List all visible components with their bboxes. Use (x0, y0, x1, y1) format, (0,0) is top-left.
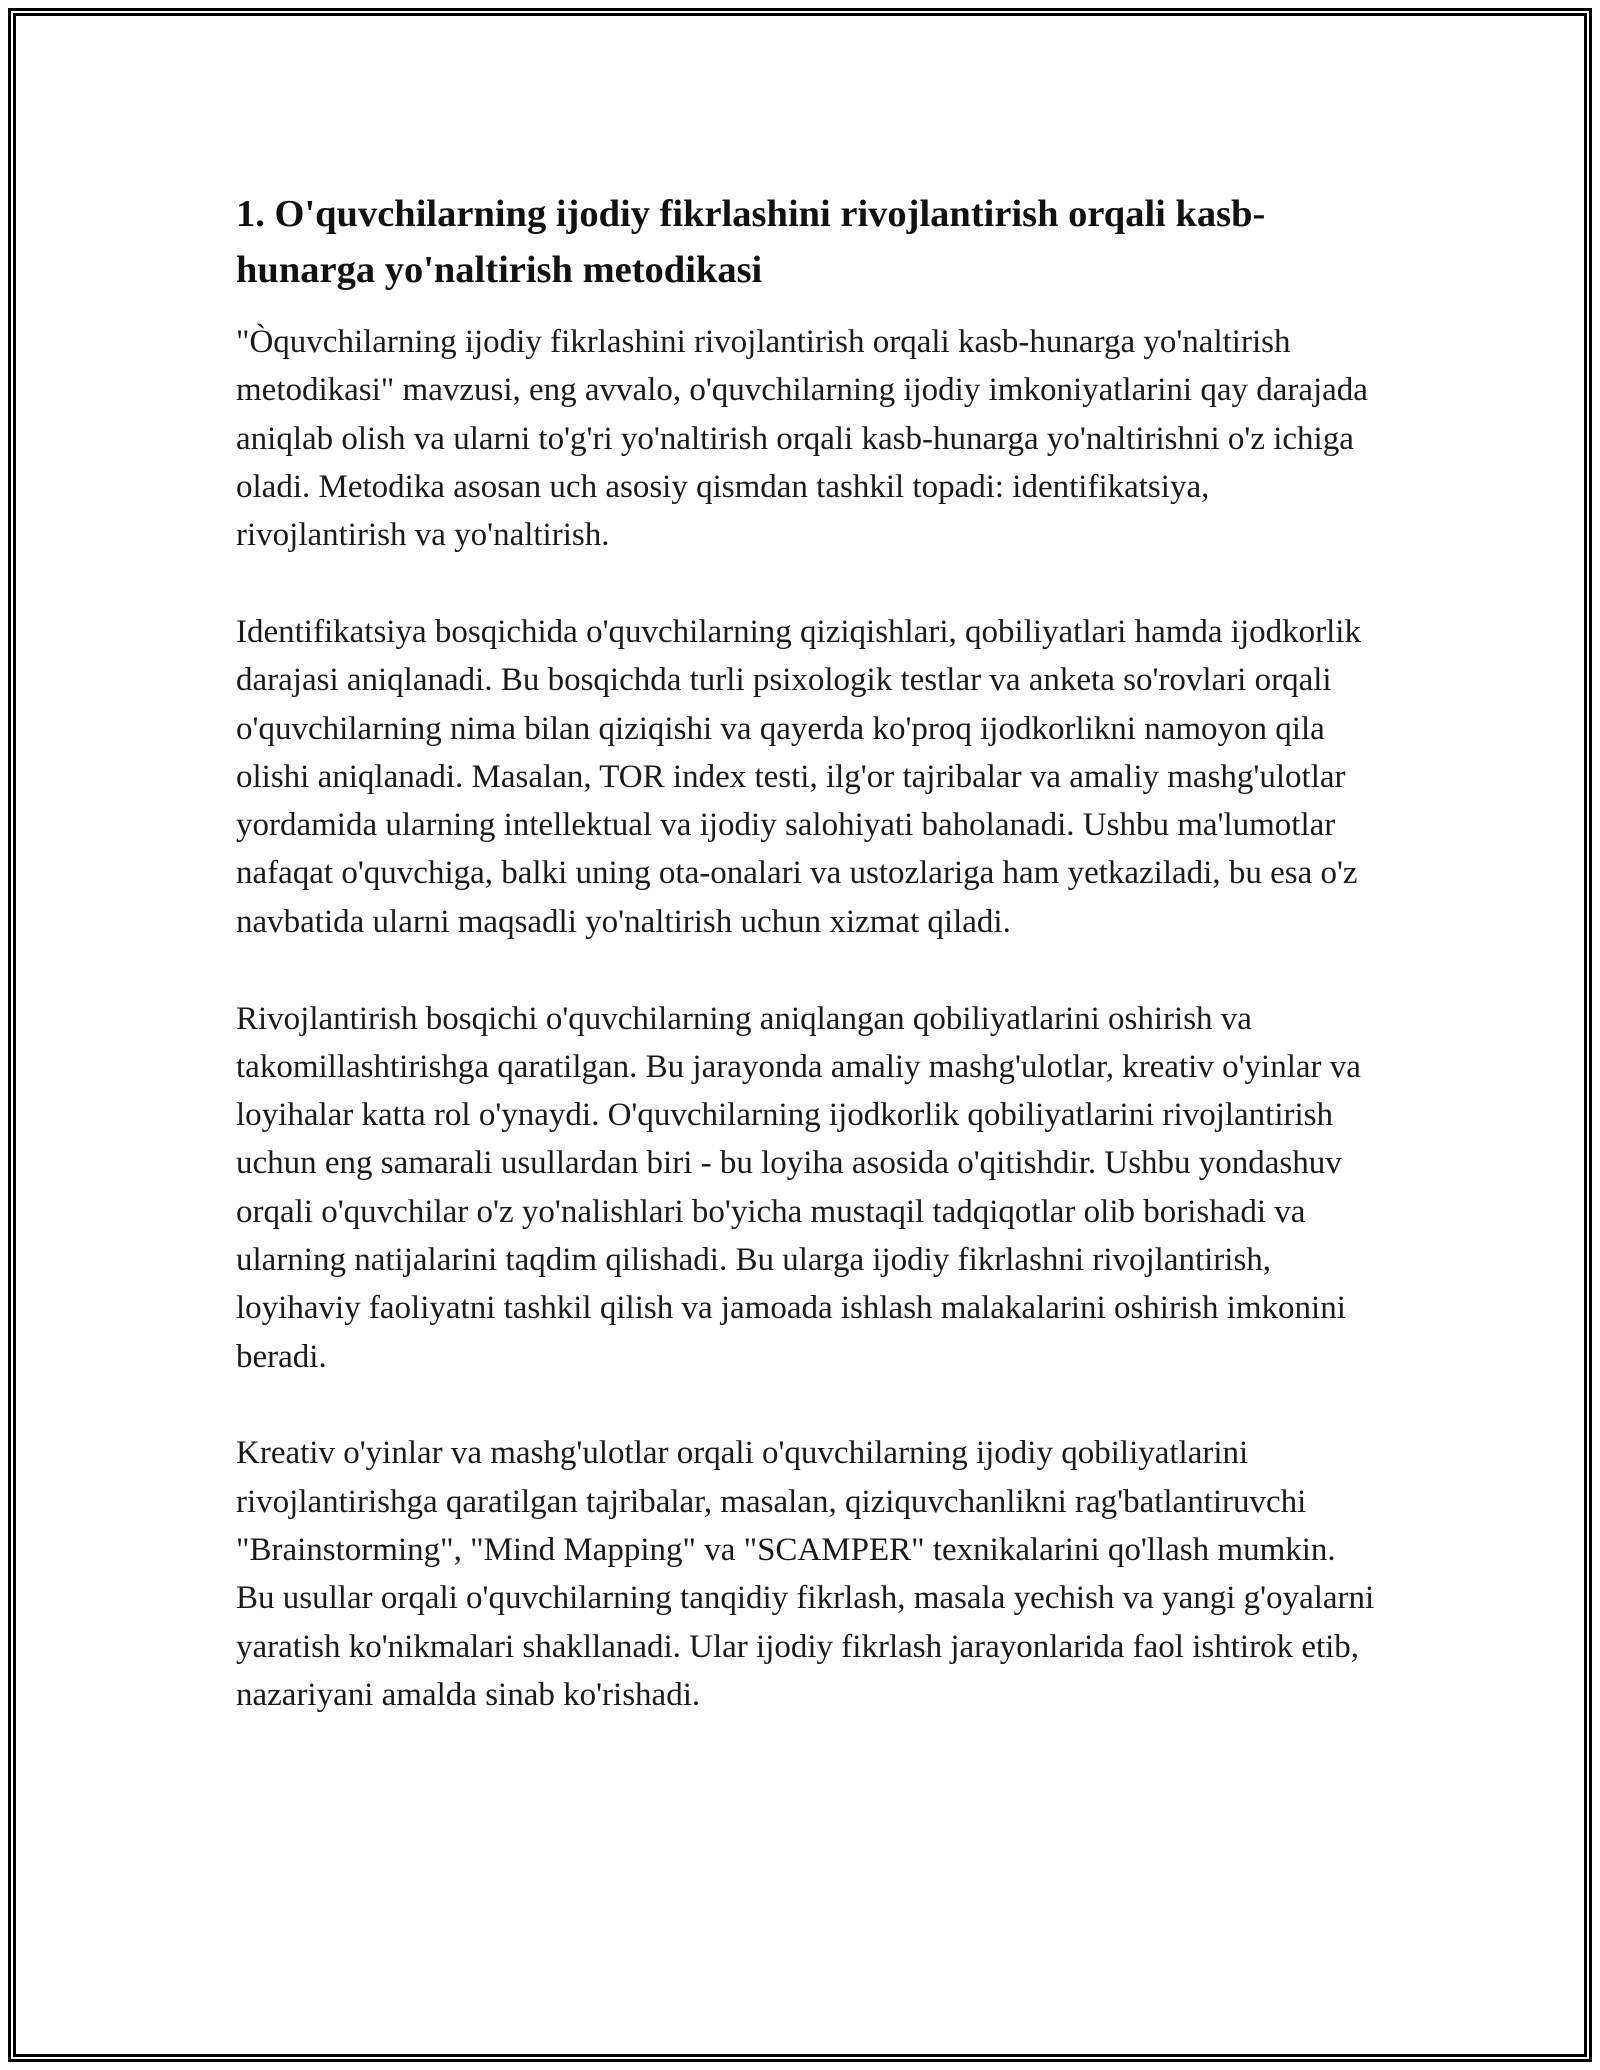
document-body (236, 186, 1376, 1768)
paragraph-creative-games: Kreativ o'yinlar va mashg'ulotlar orqali o'quvchilarning ijodiy qobiliyatlarini rivojlantirishga qaratilgan tajribalar, masalan, qiziquvchanlikni rag'batlantiruvchi "Brainstorming", "Mind Mapping" va "SCAMPER" texnikalarini qo'llash mumkin. Bu usullar orqali o'quvchilarning tanqidiy fikrlash, masala yechish va yangi g'oyalarni yaratish ko'nikmalari shakllanadi. Ular ijodiy fikrlash jarayonlarida faol ishtirok etib, nazariyani amalda sinab ko'rishadi. (236, 1435, 1375, 1713)
section-title: 1. O'quvchilarning ijodiy fikrlashini rivojlantirish orqali kasb-hunarga yo'naltirish metodikasi (236, 193, 1266, 291)
paragraph-identification: Identifikatsiya bosqichida o'quvchilarning qiziqishlari, qobiliyatlari hamda ijodkorlik darajasi aniqlanadi. Bu bosqichda turli psixologik testlar va anketa so'rovlari orqali o'quvchilarning nima bilan qiziqishi va qayerda ko'proq ijodkorlikni namoyon qila olishi aniqlanadi. Masalan, TOR index testi, ilg'or tajribalar va amaliy mashg'ulotlar yordamida ularning intellektual va ijodiy salohiyati baholanadi. Ushbu ma'lumotlar nafaqat o'quvchiga, balki uning ota-onalari va ustozlariga ham yetkaziladi, bu esa o'z navbatida ularni maqsadli yo'naltirish uchun xizmat qiladi. (236, 613, 1361, 940)
paragraph-intro: "Òquvchilarning ijodiy fikrlashini rivojlantirish orqali kasb-hunarga yo'naltirish metodikasi" mavzusi, eng avvalo, o'quvchilarning ijodiy imkoniyatlarini qay darajada aniqlab olish va ularni to'g'ri yo'naltirish orqali kasb-hunarga yo'naltirishni o'z ichiga oladi. Metodika asosan uch asosiy qismdan tashkil topadi: identifikatsiya, rivojlantirish va yo'naltirish. (236, 324, 1368, 554)
paragraph-development: Rivojlantirish bosqichi o'quvchilarning aniqlangan qobiliyatlarini oshirish va takomillashtirishga qaratilgan. Bu jarayonda amaliy mashg'ulotlar, kreativ o'yinlar va loyihalar katta rol o'ynaydi. O'quvchilarning ijodkorlik qobiliyatlarini rivojlantirish uchun eng samarali usullardan biri - bu loyiha asosida o'qitishdir. Ushbu yondashuv orqali o'quvchilar o'z yo'nalishlari bo'yicha mustaqil tadqiqotlar olib borishadi va ularning natijalarini taqdim qilishadi. Bu ularga ijodiy fikrlashni rivojlantirish, loyihaviy faoliyatni tashkil qilish va jamoada ishlash malakalarini oshirish imkonini beradi. (236, 1000, 1361, 1375)
